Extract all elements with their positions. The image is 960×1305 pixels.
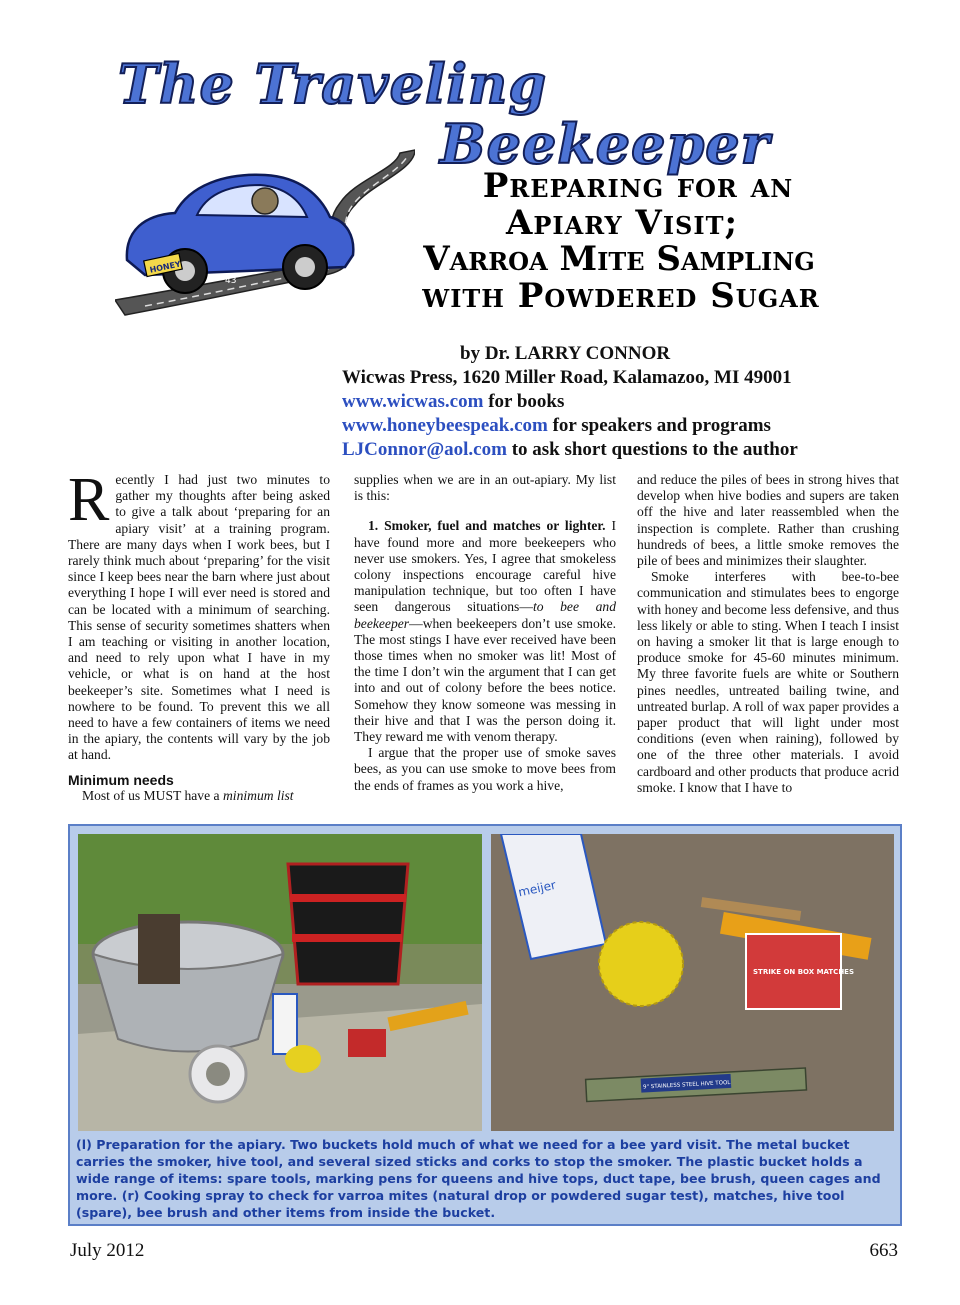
subtitle-line1: Preparing for an [482,166,794,206]
col3-paragraph-2: Smoke interferes with bee-to-bee communication and stimulates bees to engorge with honey and become less defensive, and thus less likely or able to sting. When I teach I insist on having a smoker lit that is large enough to produce smoke for 45-60 minutes minimum. My three favorite fuels are white or Southern pines needles, untreated bailing twine, and untreated burlap. A roll of wax paper provides a paper product that will light under most conditions (even when raining), followed by one of the three other materials. I avoid cardboard and other products that produce acrid smoke. I know that I have to [637,569,899,795]
col1-paragraph-2 [68,788,330,804]
col2-paragraph-3: I argue that the proper use of smoke saves bees, as you can use smoke to move bees from the ends of frames as you work a hive, [354,745,616,793]
masthead-line2: Beekeeper [440,112,771,176]
subtitle-line4: with Powdered Sugar [422,276,820,317]
col2-p2-emphasis: to bee and beekeeper [354,599,616,631]
photo-right-items [491,834,894,1131]
col1-paragraph-1: ecently I had just two minutes to gather my thoughts after being asked to give a talk about ‘preparing for an apiary visit’ at a training program. There are many days when I work bees, but I rarely think much about ‘preparing’ for the visit since I keep bees near the barn where just about everything I hope I will ever need is stored and can be located with a minimum of searching. This sense of security sometimes shatters when I am teaching or visiting in another location, and need to rely upon what I have in my vehicle, or what is on hand at the host beekeeper’s site. Sometimes what I need is nowhere to be found. To prevent this we all need to have a few containers of items we need in the apiary, the contents will vary by the job at hand. [68,472,330,763]
article-subtitle [318,168,918,315]
column-1 [68,466,330,804]
queen-cage-netting [285,1045,321,1073]
photo-caption: (l) Preparation for the apiary. Two buckets hold much of what we need for a bee yard visit. The metal bucket carries the smoker, hive tool, and several sized sticks and corks to stop the smoker. The plastic bucket holds a wide range of items: spare tools, marking pens for queens and hive tops, duct tape, bee brush, queen cages and more. (r) Cooking spray to check for varroa mites (natural drop or powdered sugar test), matches, hive tool (spare), bee brush and other items from inside the bucket. [76,1137,881,1220]
plate-number: 43 [225,276,237,286]
beekeeper-head [252,188,278,214]
email-link[interactable]: LJConnor@aol.com [342,439,507,460]
site1-link[interactable]: www.wicwas.com [342,391,484,412]
photo-left-buckets [78,834,482,1131]
plastic-bucket [288,864,408,984]
metal-bucket [93,954,283,1052]
masthead-line1: The Traveling [118,52,548,116]
site2-line [342,414,902,438]
col2-p2-text-a: I have found more and more beekeepers who never use smokers. Yes, I agree that smokeless colony inspections encourage careful hive manipulation technique, but too often I have seen dangerous situations— [354,518,616,615]
hubcap-rear [295,257,315,277]
section-heading-minimum-needs: Minimum needs [68,771,174,788]
byline [342,342,902,462]
col2-p2-text-b: —when beekeepers don’t use smoke. The most stings I have ever received have been those times when no smoker was lit! Most of the time I don’t win the argument that I can get into and out of colony before the bees notice. Somehow they know someone was messing in their hive and that I was the person doing it. They reward me with venom therapy. [354,615,616,745]
hive-tool-label: 9" STAINLESS STEEL HIVE TOOL [642,1079,731,1091]
col1-p2-text: Most of us MUST have a [82,787,223,803]
spray-can-icon [273,994,297,1054]
matchbox-icon [348,1029,386,1057]
plate-text: HONEY [148,259,182,275]
smoker-icon [138,914,180,984]
column-3 [637,472,899,796]
site1-desc: for books [483,391,565,412]
site1-line [342,390,902,414]
col1-p2-emphasis: minimum list [222,787,294,803]
author: by Dr. LARRY CONNOR [460,343,671,364]
col3-paragraph-1: and reduce the piles of bees in strong hives that develop when hive bodies and supers are taken off the hive and later reassembled when the inspection is complete. Rather than crushing hundreds of bees, a little smoke removes the pile of bees and minimizes their slaughter. [637,472,899,569]
col2-paragraph-1: supplies when we are in an out-apiary. My list is this: [354,472,616,504]
col2-paragraph-2 [354,518,616,745]
matches-label: STRIKE ON BOX MATCHES [753,968,855,976]
smoker-item-title: 1. Smoker, fuel and matches or lighter. [368,518,606,534]
issue-date: July 2012 [70,1240,145,1261]
photo-panel [68,824,902,1226]
email-line [342,438,902,462]
spray-label: meijer [516,877,558,900]
column-2 [354,472,616,794]
press-address: Wicwas Press, 1620 Miller Road, Kalamazoo, MI 49001 [342,367,792,388]
site2-desc: for speakers and programs [547,415,771,436]
page-number: 663 [869,1240,898,1261]
email-desc: to ask short questions to the author [506,439,798,460]
subtitle-line2: Apiary Visit; [505,202,739,243]
drop-cap: R [68,466,110,534]
subtitle-line3: Varroa Mite Sampling [423,239,815,280]
site2-link[interactable]: www.honeybeespeak.com [342,415,548,436]
